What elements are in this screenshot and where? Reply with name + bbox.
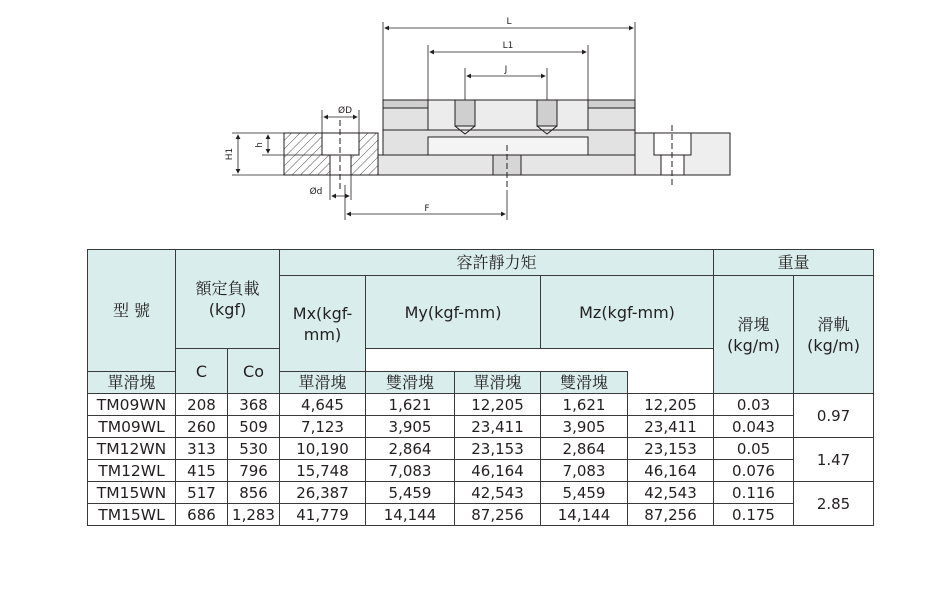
- block-weight-cell: 0.116: [714, 482, 794, 504]
- table-row: [88, 504, 874, 526]
- my-single-cell: 1,621: [366, 394, 455, 416]
- mz-double-cell: 23,411: [628, 416, 714, 438]
- mx-cell: 10,190: [280, 438, 366, 460]
- mx-cell: 41,779: [280, 504, 366, 526]
- block-weight-header: 滑塊 (kg/m): [714, 276, 794, 394]
- mx-single-header: 單滑塊: [88, 372, 176, 394]
- my-double-cell: 46,164: [455, 460, 541, 482]
- c-header: C: [176, 349, 228, 394]
- my-single-cell: 5,459: [366, 482, 455, 504]
- mz-single-cell: 7,083: [541, 460, 628, 482]
- model-cell: TM09WN: [88, 394, 176, 416]
- co-cell: 368: [228, 394, 280, 416]
- static-moment-header: 容許靜力矩: [280, 250, 714, 276]
- my-double-header: 雙滑塊: [366, 372, 455, 394]
- dim-L1-label: L1: [502, 41, 514, 51]
- table-row: [88, 482, 874, 504]
- mz-double-header: 雙滑塊: [541, 372, 628, 394]
- co-cell: 509: [228, 416, 280, 438]
- c-cell: 517: [176, 482, 228, 504]
- model-cell: TM12WL: [88, 460, 176, 482]
- my-single-header: 單滑塊: [280, 372, 366, 394]
- specification-table: [87, 249, 874, 526]
- dim-d-label: Ød: [309, 187, 323, 197]
- co-cell: 1,283: [228, 504, 280, 526]
- dim-L-label: L: [506, 17, 512, 27]
- co-cell: 530: [228, 438, 280, 460]
- c-cell: 686: [176, 504, 228, 526]
- mz-double-cell: 12,205: [628, 394, 714, 416]
- my-single-cell: 2,864: [366, 438, 455, 460]
- my-single-cell: 3,905: [366, 416, 455, 438]
- my-double-cell: 87,256: [455, 504, 541, 526]
- my-header: My(kgf-mm): [366, 276, 541, 349]
- my-single-cell: 7,083: [366, 460, 455, 482]
- mz-header: Mz(kgf-mm): [541, 276, 714, 349]
- mz-single-cell: 5,459: [541, 482, 628, 504]
- table-row: [88, 460, 874, 482]
- weight-header: 重量: [714, 250, 874, 276]
- mx-header: Mx(kgf- mm): [280, 276, 366, 372]
- rail-weight-cell: 0.97: [794, 394, 874, 438]
- dim-D-label: ØD: [337, 106, 353, 116]
- co-header: Co: [228, 349, 280, 394]
- my-double-cell: 23,153: [455, 438, 541, 460]
- co-cell: 856: [228, 482, 280, 504]
- mz-single-header: 單滑塊: [455, 372, 541, 394]
- mz-double-cell: 23,153: [628, 438, 714, 460]
- rail-weight-cell: 1.47: [794, 438, 874, 482]
- mx-cell: 7,123: [280, 416, 366, 438]
- rail-weight-cell: 2.85: [794, 482, 874, 526]
- my-double-cell: 42,543: [455, 482, 541, 504]
- block-weight-cell: 0.175: [714, 504, 794, 526]
- mz-single-cell: 14,144: [541, 504, 628, 526]
- model-cell: TM09WL: [88, 416, 176, 438]
- table-row: [88, 416, 874, 438]
- model-header: 型 號: [88, 250, 176, 372]
- my-double-cell: 23,411: [455, 416, 541, 438]
- mz-single-cell: 2,864: [541, 438, 628, 460]
- co-cell: 796: [228, 460, 280, 482]
- linear-guide-drawing: [0, 0, 927, 240]
- my-single-cell: 14,144: [366, 504, 455, 526]
- table-row: [88, 394, 874, 416]
- mx-cell: 15,748: [280, 460, 366, 482]
- rail-weight-header: 滑軌 (kg/m): [794, 276, 874, 394]
- dim-F-label: F: [424, 204, 430, 214]
- model-cell: TM12WN: [88, 438, 176, 460]
- mz-double-cell: 87,256: [628, 504, 714, 526]
- table-row: [88, 438, 874, 460]
- mz-single-cell: 1,621: [541, 394, 628, 416]
- dim-J-label: J: [504, 65, 508, 75]
- block-weight-cell: 0.076: [714, 460, 794, 482]
- model-cell: TM15WL: [88, 504, 176, 526]
- rated-load-header: 額定負載 (kgf): [176, 250, 280, 349]
- block-weight-cell: 0.05: [714, 438, 794, 460]
- mx-cell: 26,387: [280, 482, 366, 504]
- block-weight-cell: 0.043: [714, 416, 794, 438]
- c-cell: 208: [176, 394, 228, 416]
- c-cell: 415: [176, 460, 228, 482]
- dim-h-label: h: [255, 142, 265, 148]
- model-cell: TM15WN: [88, 482, 176, 504]
- dim-H1-label: H1: [225, 147, 235, 161]
- mz-double-cell: 46,164: [628, 460, 714, 482]
- mx-cell: 4,645: [280, 394, 366, 416]
- c-cell: 260: [176, 416, 228, 438]
- block-weight-cell: 0.03: [714, 394, 794, 416]
- c-cell: 313: [176, 438, 228, 460]
- mz-double-cell: 42,543: [628, 482, 714, 504]
- my-double-cell: 12,205: [455, 394, 541, 416]
- mz-single-cell: 3,905: [541, 416, 628, 438]
